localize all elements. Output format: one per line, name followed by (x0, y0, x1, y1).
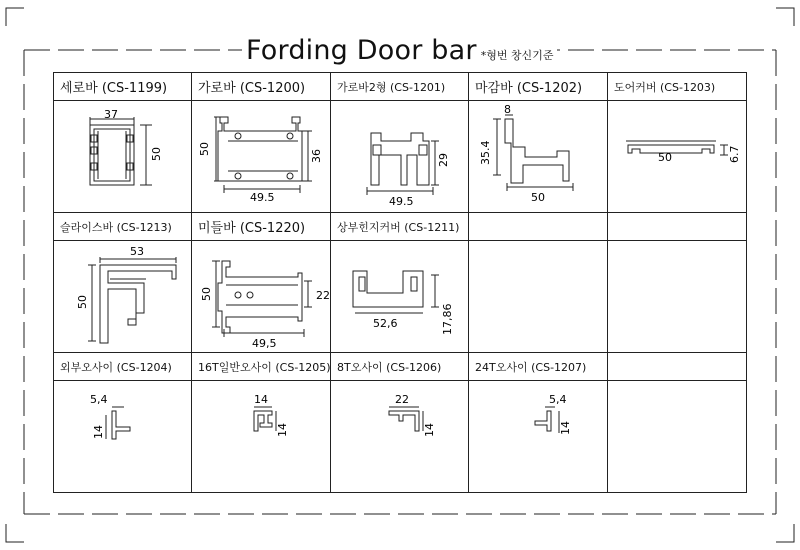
dimension-label: 50 (658, 151, 672, 164)
drawing-cs-1206 (331, 381, 469, 493)
profile-name: 세로바 (60, 81, 98, 96)
title-main: Fording Door bar (242, 35, 481, 66)
dimension-label: 8 (504, 103, 511, 116)
dimension-label: 50 (150, 147, 163, 161)
dimension-label: 14 (92, 425, 105, 439)
cell-cs-1204-label (54, 353, 192, 381)
profile-code: (CS-1203) (660, 81, 716, 94)
dimension-label: 37 (104, 108, 118, 121)
drawing-cs-1205 (192, 381, 331, 493)
drawing-cs-1220 (192, 241, 331, 353)
profile-name: 16T일반오사이 (198, 361, 272, 374)
drawing-cs-1207 (469, 381, 608, 493)
drawing-cs-1213 (54, 241, 192, 353)
profile-name: 가로바 (198, 81, 236, 96)
cell-cs-1205-label (192, 353, 331, 381)
profile-code: (CS-1201) (390, 81, 446, 94)
dimension-label: 14 (423, 423, 436, 437)
drawing-cs-1211 (331, 241, 469, 353)
profile-drawing-cs-1202 (469, 101, 608, 213)
dimension-label: 52,6 (373, 317, 398, 330)
profile-drawing-cs-1213 (54, 241, 192, 353)
dimension-label: 49,5 (252, 337, 277, 350)
cell-cs-1220-label (192, 213, 331, 241)
profile-drawing-cs-1204 (54, 381, 192, 493)
cell-cs-1201-label (331, 73, 469, 101)
drawing-cs-1200 (192, 101, 331, 213)
cell-cs-1199-label (54, 73, 192, 101)
profile-drawing-cs-1200 (192, 101, 331, 213)
profile-drawing-cs-1207 (469, 381, 608, 493)
drawing-cs-1203 (608, 101, 747, 213)
cell-cs-1200-label (192, 73, 331, 101)
empty-cell (469, 213, 608, 241)
dimension-label: 22 (395, 393, 409, 406)
profile-drawing-cs-1206 (331, 381, 469, 493)
dimension-label: 50 (198, 142, 211, 156)
profile-code: (CS-1205) (275, 361, 331, 374)
dimension-label: 17,86 (441, 303, 454, 335)
profile-code: (CS-1204) (116, 361, 172, 374)
profile-name: 마감바 (475, 81, 513, 96)
profile-code: (CS-1207) (531, 361, 587, 374)
profile-code: (CS-1211) (404, 221, 460, 234)
cell-cs-1206-label (331, 353, 469, 381)
empty-cell (608, 353, 747, 381)
drawing-title (242, 35, 557, 66)
dimension-label: 35.4 (479, 140, 492, 165)
dimension-label: 50 (200, 287, 213, 301)
profile-catalog-table (53, 72, 747, 493)
profile-code: (CS-1200) (239, 81, 306, 96)
drawing-cs-1199 (54, 101, 192, 213)
profile-code: (CS-1202) (516, 81, 583, 96)
profile-name: 24T오사이 (475, 361, 528, 374)
profile-code: (CS-1220) (239, 221, 306, 236)
profile-drawing-cs-1205 (192, 381, 331, 493)
cell-cs-1203-label (608, 73, 747, 101)
profile-name: 8T오사이 (337, 361, 383, 374)
dimension-label: 49.5 (250, 191, 275, 204)
drawing-cs-1201 (331, 101, 469, 213)
dimension-label: 53 (130, 245, 144, 258)
drawing-cs-1204 (54, 381, 192, 493)
dimension-label: 49.5 (389, 195, 414, 208)
empty-cell (608, 213, 747, 241)
dimension-label: 22 (316, 289, 330, 302)
dimension-label: 14 (559, 421, 572, 435)
profile-name: 가로바2형 (337, 81, 387, 94)
profile-name: 상부힌지커버 (337, 221, 401, 234)
profile-drawing-cs-1220 (192, 241, 331, 353)
title-note: *형번 창신기준 (481, 49, 558, 62)
dimension-label: 6.7 (728, 145, 741, 163)
dimension-label: 36 (310, 149, 323, 163)
profile-name: 미들바 (198, 221, 236, 236)
profile-drawing-cs-1203 (608, 101, 747, 213)
profile-code: (CS-1206) (386, 361, 442, 374)
profile-drawing-cs-1201 (331, 101, 469, 213)
dimension-label: 14 (276, 423, 289, 437)
profile-name: 외부오사이 (60, 361, 114, 374)
profile-name: 도어커버 (614, 81, 657, 94)
profile-code: (CS-1199) (101, 81, 168, 96)
drawing-cs-1202 (469, 101, 608, 213)
dimension-label: 5,4 (90, 393, 108, 406)
profile-drawing-cs-1199 (54, 101, 192, 213)
dimension-label: 50 (531, 191, 545, 204)
profile-drawing-cs-1211 (331, 241, 469, 353)
profile-name: 슬라이스바 (60, 221, 114, 234)
empty-cell (608, 241, 747, 353)
cell-cs-1207-label (469, 353, 608, 381)
cell-cs-1202-label (469, 73, 608, 101)
dimension-label: 14 (254, 393, 268, 406)
dimension-label: 50 (76, 295, 89, 309)
dimension-label: 29 (437, 153, 450, 167)
cell-cs-1213-label (54, 213, 192, 241)
empty-cell (608, 381, 747, 493)
cell-cs-1211-label (331, 213, 469, 241)
empty-cell (469, 241, 608, 353)
profile-code: (CS-1213) (116, 221, 172, 234)
dimension-label: 5,4 (549, 393, 567, 406)
